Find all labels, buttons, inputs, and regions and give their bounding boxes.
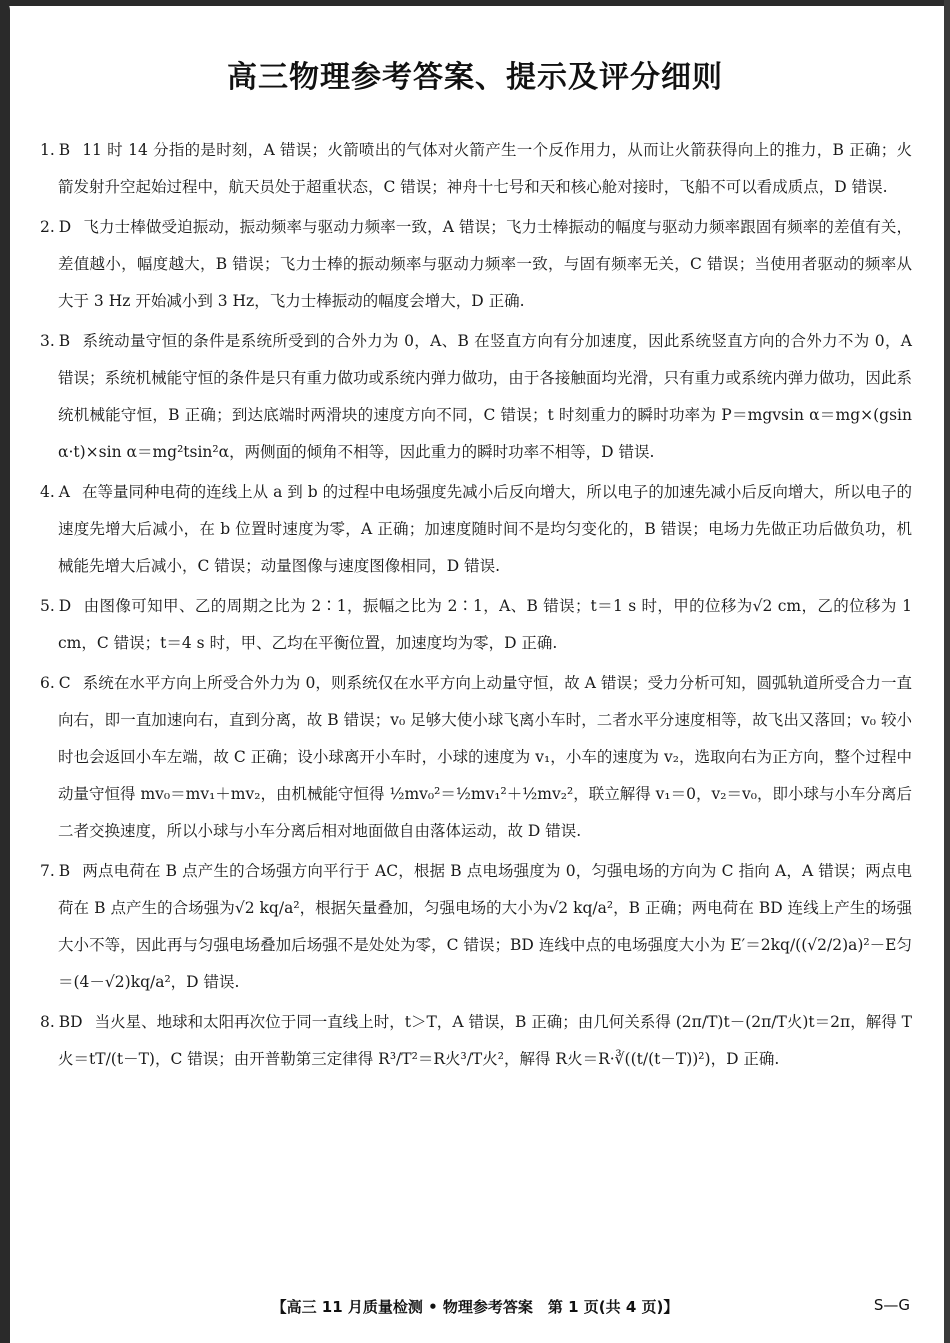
item-answer: BD: [58, 1013, 83, 1031]
item-answer: D: [58, 218, 72, 236]
answer-list: [40, 132, 912, 1081]
item-explanation: 在等量同种电荷的连线上从 a 到 b 的过程中电场强度先减小后反向增大，所以电子的加速先减小后反向增大，所以电子的速度先增大后减小，在 b 位置时速度为零，A 正确；加速度随时间不是均匀变化的，B 错误；电场力先做正功后做负功，机械能先增大后减小，C 错误；动量图像与速度图像相同，D 错误.: [58, 483, 912, 575]
paper-code: S—G: [873, 1296, 910, 1314]
item-explanation: 系统在水平方向上所受合外力为 0，则系统仅在水平方向上动量守恒，故 A 错误；受力分析可知，圆弧轨道所受合力一直向右，即一直加速向右，直到分离，故 B 错误；v₀ 足够大使小球飞离小车时，二者水平分速度相等，故飞出又落回；v₀ 较小时也会返回小车左端，故 C 正确；设小球离开小车时，小球的速度为 v₁，小车的速度为 v₂，选取向右为正方向，整个过程中动量守恒得 mv₀＝mv₁＋mv₂，由机械能守恒得 ½mv₀²＝½mv₁²＋½mv₂²，联立解得 v₁＝0，v₂＝v₀，即小球与小车分离后二者交换速度，所以小球与小车分离后相对地面做自由落体运动，故 D 错误.: [58, 674, 912, 840]
scan-edge-top: [0, 0, 950, 6]
answer-item-2: [40, 209, 912, 320]
item-answer: D: [58, 597, 72, 615]
item-answer: B: [58, 332, 71, 350]
answer-item-1: [40, 132, 912, 206]
item-explanation: 两点电荷在 B 点产生的合场强方向平行于 AC，根据 B 点电场强度为 0，匀强电场的方向为 C 指向 A，A 错误；两点电荷在 B 点产生的合场强为√2 kq/a²，根据矢量叠加，匀强电场的大小为√2 kq/a²，B 正确；两电荷在 BD 连线上产生的场强大小不等，因此再与匀强电场叠加后场强不是处处为零，C 错误；BD 连线中点的电场强度大小为 E′＝2kq/((√2/2)a)²－E匀＝(4－√2)kq/a²，D 错误.: [58, 862, 912, 991]
item-explanation: 11 时 14 分指的是时刻，A 错误；火箭喷出的气体对火箭产生一个反作用力，从而让火箭获得向上的推力，B 正确；火箭发射升空起始过程中，航天员处于超重状态，C 错误；神舟十七号和天和核心舱对接时，飞船不可以看成质点，D 错误.: [58, 141, 912, 196]
scan-edge-left: [0, 0, 10, 1343]
item-explanation: 系统动量守恒的条件是系统所受到的合外力为 0，A、B 在竖直方向有分加速度，因此系统竖直方向的合外力不为 0，A 错误；系统机械能守恒的条件是只有重力做功或系统内弹力做功，由于各接触面均光滑，只有重力或系统内弹力做功，因此系统机械能守恒，B 正确；到达底端时两滑块的速度方向不同，C 错误；t 时刻重力的瞬时功率为 P＝mgvsin α＝mg×(gsin α·t)×sin α＝mg²tsin²α，两侧面的倾角不相等，因此重力的瞬时功率不相等，D 错误.: [58, 332, 912, 461]
item-number: 4.: [40, 483, 55, 501]
item-explanation: 当火星、地球和太阳再次位于同一直线上时，t＞T，A 错误，B 正确；由几何关系得 (2π/T)t－(2π/T火)t＝2π，解得 T火＝tT/(t－T)，C 错误；由开普勒第三定律得 R³/T²＝R火³/T火²，解得 R火＝R·∛((t/(t－T))²)，D 正确.: [58, 1013, 912, 1068]
item-number: 3.: [40, 332, 55, 350]
item-number: 2.: [40, 218, 55, 236]
page-footer: 【高三 11 月质量检测 • 物理参考答案 第 1 页(共 4 页)】: [271, 1298, 679, 1316]
page-title: 高三物理参考答案、提示及评分细则: [227, 60, 723, 95]
answer-item-6: [40, 665, 912, 850]
answer-item-7: [40, 853, 912, 1001]
item-answer: B: [58, 141, 71, 159]
item-answer: A: [58, 483, 70, 501]
item-number: 1.: [40, 141, 55, 159]
item-number: 7.: [40, 862, 55, 880]
item-answer: C: [58, 674, 71, 692]
item-number: 5.: [40, 597, 55, 615]
answer-item-5: [40, 588, 912, 662]
answer-item-4: [40, 474, 912, 585]
scan-edge-right: [944, 0, 950, 1343]
item-explanation: 飞力士棒做受迫振动，振动频率与驱动力频率一致，A 错误；飞力士棒振动的幅度与驱动力频率跟固有频率的差值有关，差值越小，幅度越大，B 错误；飞力士棒的振动频率与驱动力频率一致，与固有频率无关，C 错误；当使用者驱动的频率从大于 3 Hz 开始减小到 3 Hz，飞力士棒振动的幅度会增大，D 正确.: [58, 218, 912, 310]
answer-item-3: [40, 323, 912, 471]
answer-item-8: [40, 1004, 912, 1078]
item-number: 6.: [40, 674, 55, 692]
item-explanation: 由图像可知甲、乙的周期之比为 2∶1，振幅之比为 2∶1，A、B 错误；t＝1 s 时，甲的位移为√2 cm，乙的位移为 1 cm，C 错误；t＝4 s 时，甲、乙均在平衡位置，加速度均为零，D 正确.: [58, 597, 912, 652]
item-answer: B: [58, 862, 71, 880]
item-number: 8.: [40, 1013, 55, 1031]
